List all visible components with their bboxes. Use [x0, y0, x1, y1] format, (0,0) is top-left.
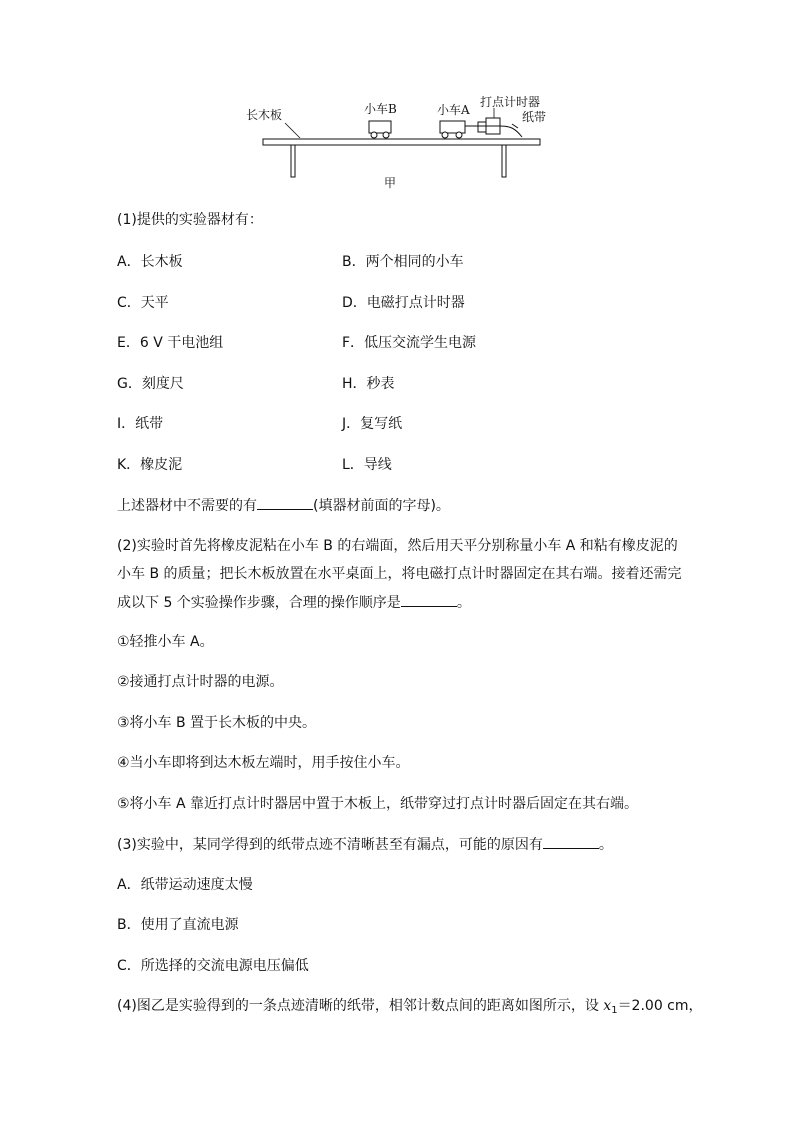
q4-stem — [117, 996, 703, 1021]
q1-question-pre: 上述器材中不需要的有 — [117, 498, 257, 514]
q2-line-3-pre: 成以下 5 个实验操作步骤，合理的操作顺序是 — [117, 595, 401, 611]
q2-line-3-post: 。 — [456, 595, 471, 611]
q2-step-5: ⑤将小车 A 靠近打点计时器居中置于木板上，纸带穿过打点计时器后固定在其右端。 — [117, 796, 639, 812]
q2-answer-blank[interactable] — [401, 592, 457, 607]
q3-stem-pre: (3)实验中，某同学得到的纸带点迹不清晰甚至有漏点，可能的原因有 — [117, 837, 543, 853]
q1-option-e: E．6 V 干电池组 — [117, 335, 224, 351]
q1-answer-blank[interactable] — [257, 495, 313, 510]
q1-option-row — [117, 455, 717, 475]
board-leg-left — [291, 145, 295, 177]
q4-variable-subscript: 1 — [611, 1005, 618, 1016]
q1-option-a: A．长木板 — [117, 254, 183, 270]
q1-option-row — [117, 293, 717, 313]
q1-option-row — [117, 374, 717, 394]
cart-a — [440, 121, 478, 138]
q4-text-post: ＝2.00 cm， — [617, 998, 703, 1014]
q3-option-b: B．使用了直流电源 — [117, 917, 239, 933]
q1-option-row — [117, 414, 717, 434]
cart-b — [369, 121, 391, 138]
q4-variable: x — [603, 998, 612, 1014]
board-leg-right — [502, 145, 506, 177]
q2-step-3: ③将小车 B 置于长木板的中央。 — [117, 715, 317, 731]
q1-question-post: (填器材前面的字母)。 — [313, 498, 450, 514]
q1-option-b: B．两个相同的小车 — [342, 254, 464, 270]
q2-step-2: ②接通打点计时器的电源。 — [117, 674, 284, 690]
label-timer: 打点计时器 — [480, 95, 541, 109]
q1-option-i: I．纸带 — [117, 416, 164, 432]
q1-option-j: J．复写纸 — [342, 416, 403, 432]
figure-caption: 甲 — [384, 176, 397, 190]
q3-stem — [117, 834, 613, 855]
q3-stem-post: 。 — [598, 837, 613, 853]
q2-line-2: 小车 B 的质量；把长木板放置在水平桌面上，将电磁打点计时器固定在其右端。接着还需完 — [117, 566, 682, 582]
q3-option-a: A．纸带运动速度太慢 — [117, 877, 253, 893]
q1-option-row — [117, 333, 717, 353]
q1-option-c: C．天平 — [117, 295, 169, 311]
label-cart-a: 小车A — [437, 103, 470, 117]
q1-option-g: G．刻度尺 — [117, 376, 184, 392]
q3-answer-blank[interactable] — [543, 834, 599, 849]
label-board: 长木板 — [246, 108, 283, 122]
label-cart-b: 小车B — [364, 102, 397, 116]
q1-intro: (1)提供的实验器材有： — [117, 212, 263, 228]
apparatus-diagram — [0, 0, 794, 200]
q2-step-4: ④当小车即将到达木板左端时，用手按住小车。 — [117, 755, 410, 771]
q2-line-1: (2)实验时首先将橡皮泥粘在小车 B 的右端面，然后用天平分别称量小车 A 和粘有橡皮泥的 — [117, 538, 678, 554]
q1-option-f: F．低压交流学生电源 — [342, 335, 477, 351]
long-board — [263, 139, 540, 145]
q2-line-3 — [117, 592, 471, 613]
label-tape: 纸带 — [522, 110, 547, 124]
q1-option-l: L．导线 — [342, 457, 392, 473]
q3-option-c: C．所选择的交流电源电压偏低 — [117, 958, 309, 974]
q4-text-pre: (4)图乙是实验得到的一条点迹清晰的纸带，相邻计数点间的距离如图所示，设 — [117, 998, 604, 1014]
q1-option-h: H．秒表 — [342, 376, 395, 392]
q1-option-k: K．橡皮泥 — [117, 457, 183, 473]
q1-option-d: D．电磁打点计时器 — [342, 295, 465, 311]
q1-question — [117, 495, 450, 516]
q1-option-row — [117, 252, 717, 272]
q2-step-1: ①轻推小车 A。 — [117, 634, 214, 650]
